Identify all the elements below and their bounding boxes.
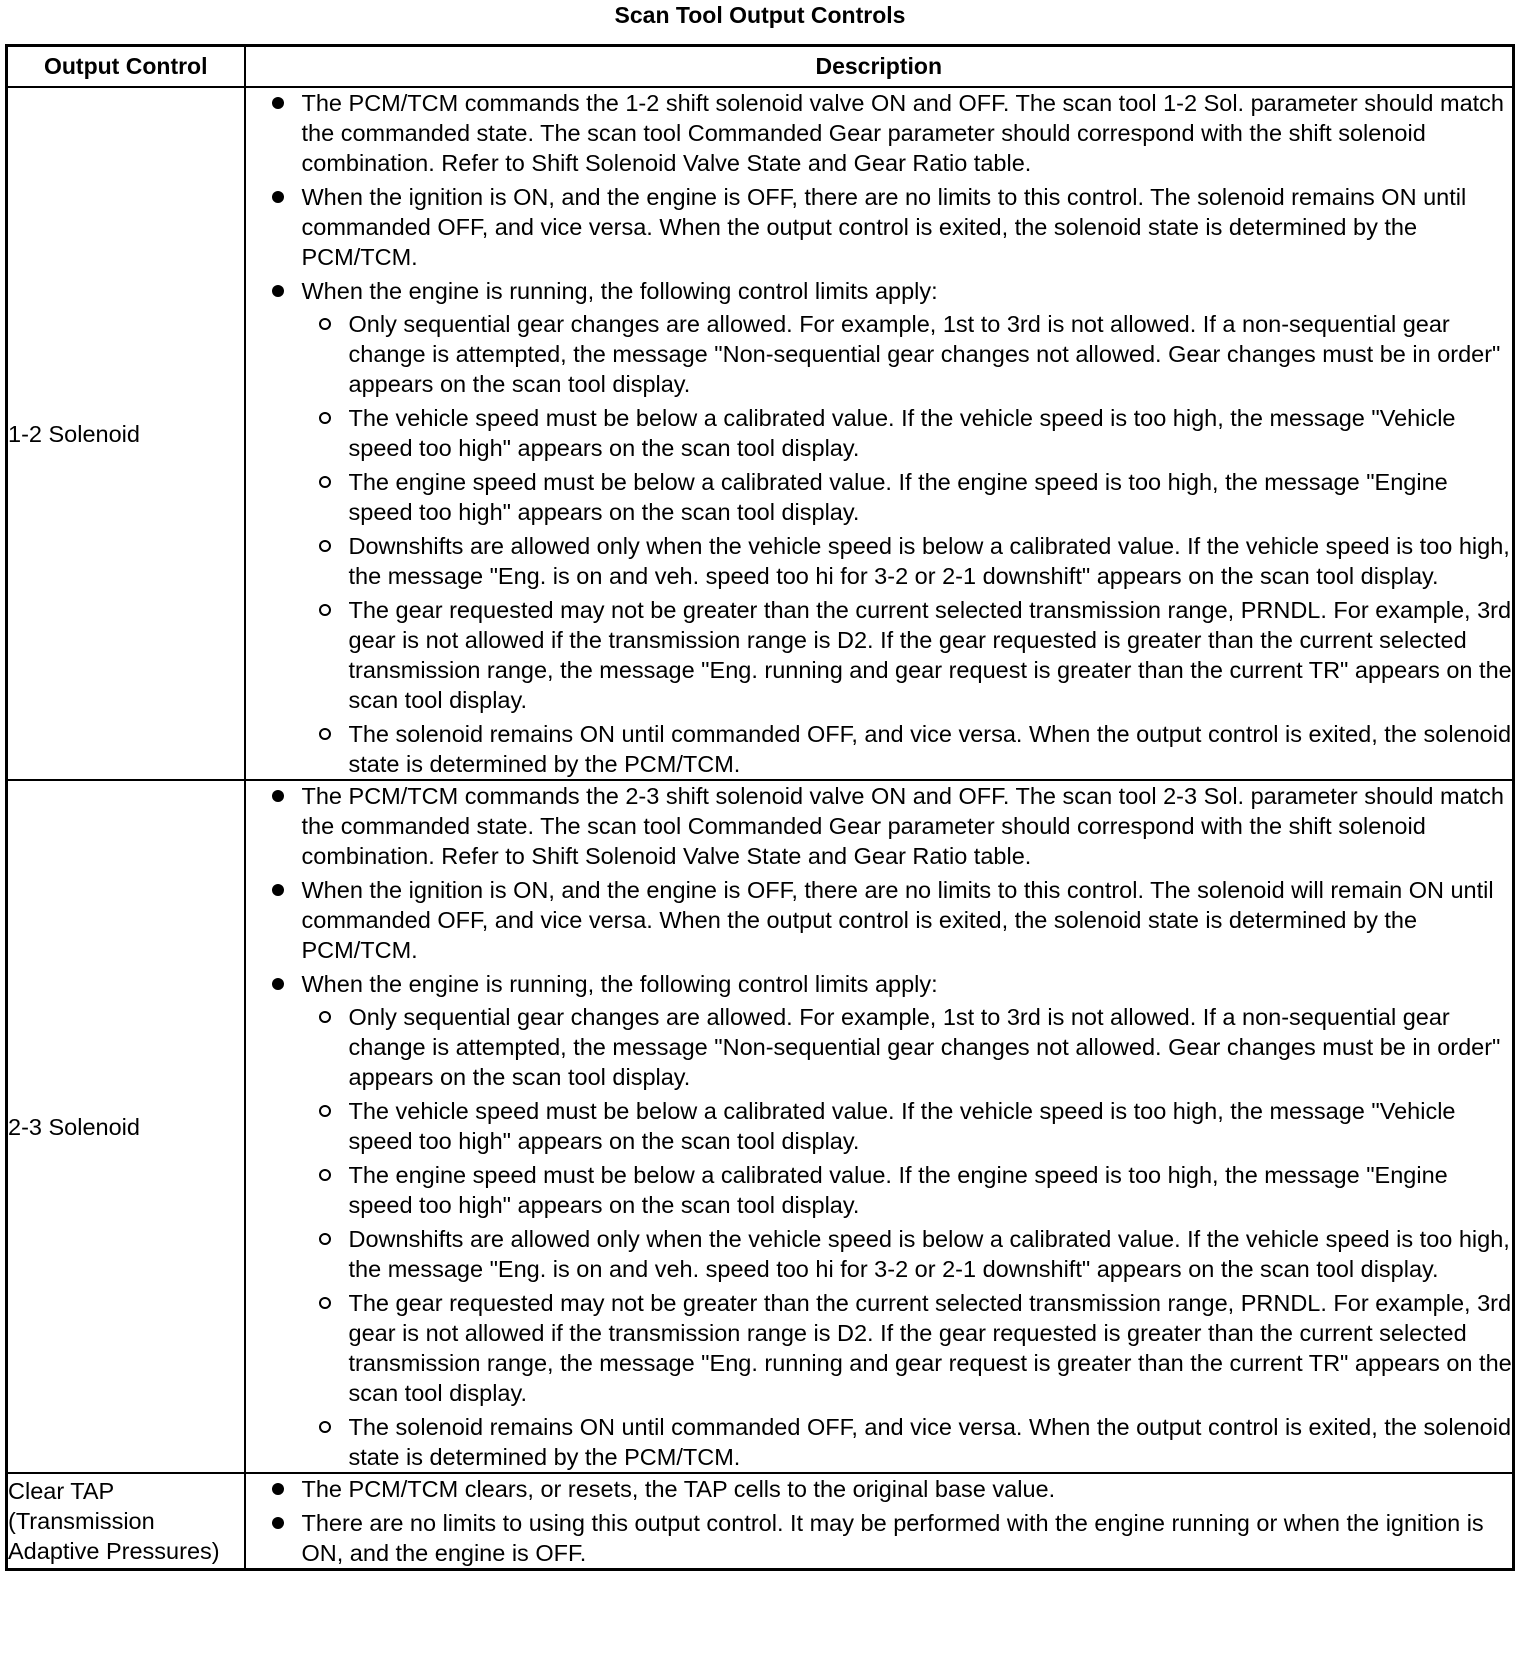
- output-control-name: 2-3 Solenoid: [7, 780, 245, 1473]
- bullet-text: When the ignition is ON, and the engine is OFF, there are no limits to this control. The solenoid remains ON until commanded OFF, and vice versa. When the output control is exited, the solenoid state is determined by the PCM/TCM.: [301, 184, 1467, 270]
- bullet-item: [246, 88, 1513, 178]
- bullet-dot-icon: [272, 978, 284, 990]
- sub-bullet-text: The gear requested may not be greater than the current selected transmission range, PRNDL. For example, 3rd gear is not allowed if the transmission range is D2. If the gear requested is greater than the current selected transmission range, the message "Eng. running and gear request is greater than the current TR" appears on the scan tool display.: [348, 597, 1512, 713]
- sub-bullet-text: Downshifts are allowed only when the vehicle speed is below a calibrated value. If the vehicle speed is too high, the message "Eng. is on and veh. speed too hi for 3-2 or 2-1 downshift" appears on the scan tool display.: [348, 533, 1510, 589]
- table-row: [7, 87, 1514, 780]
- description-cell: [245, 87, 1514, 780]
- bullet-dot-icon: [272, 97, 284, 109]
- bullet-ring-icon: [319, 1011, 331, 1023]
- bullet-item: [246, 182, 1513, 272]
- sub-bullet-item: [299, 1002, 1513, 1092]
- sub-bullet-item: [299, 467, 1513, 527]
- bullet-item: [246, 1508, 1513, 1568]
- bullet-text: The PCM/TCM commands the 1-2 shift solenoid valve ON and OFF. The scan tool 1-2 Sol. parameter should match the commanded state. The scan tool Commanded Gear parameter should correspond with the shift solenoid combination. Refer to Shift Solenoid Valve State and Gear Ratio table.: [301, 90, 1505, 176]
- bullet-ring-icon: [319, 1105, 331, 1117]
- bullet-ring-icon: [319, 604, 331, 616]
- description-cell: [245, 1473, 1514, 1570]
- bullet-list: [246, 1474, 1513, 1568]
- header-description: Description: [245, 46, 1514, 88]
- bullet-text: The PCM/TCM clears, or resets, the TAP cells to the original base value.: [301, 1476, 1056, 1502]
- output-control-name: 1-2 Solenoid: [7, 87, 245, 780]
- sub-bullet-list: [302, 1002, 1513, 1472]
- output-control-name: Clear TAP (Transmission Adaptive Pressures): [7, 1473, 245, 1570]
- sub-bullet-list: [302, 309, 1513, 779]
- bullet-dot-icon: [272, 1517, 284, 1529]
- bullet-text: When the ignition is ON, and the engine is OFF, there are no limits to this control. The solenoid will remain ON until commanded OFF, and vice versa. When the output control is exited, the solenoid state is determined by the PCM/TCM.: [301, 877, 1494, 963]
- bullet-ring-icon: [319, 540, 331, 552]
- sub-bullet-item: [299, 1224, 1513, 1284]
- bullet-dot-icon: [272, 1483, 284, 1495]
- bullet-dot-icon: [272, 790, 284, 802]
- sub-bullet-item: [299, 403, 1513, 463]
- bullet-ring-icon: [319, 476, 331, 488]
- bullet-dot-icon: [272, 191, 284, 203]
- sub-bullet-item: [299, 531, 1513, 591]
- sub-bullet-item: [299, 1412, 1513, 1472]
- sub-bullet-text: The vehicle speed must be below a calibrated value. If the vehicle speed is too high, the message "Vehicle speed too high" appears on the scan tool display.: [348, 405, 1456, 461]
- sub-bullet-item: [299, 719, 1513, 779]
- sub-bullet-text: Only sequential gear changes are allowed. For example, 1st to 3rd is not allowed. If a non-sequential gear change is attempted, the message "Non-sequential gear changes not allowed. Gear changes must be in order" appears on the scan tool display.: [348, 1004, 1501, 1090]
- sub-bullet-text: Downshifts are allowed only when the vehicle speed is below a calibrated value. If the vehicle speed is too high, the message "Eng. is on and veh. speed too hi for 3-2 or 2-1 downshift" appears on the scan tool display.: [348, 1226, 1510, 1282]
- sub-bullet-text: The engine speed must be below a calibrated value. If the engine speed is too high, the message "Engine speed too high" appears on the scan tool display.: [348, 469, 1448, 525]
- description-cell: [245, 780, 1514, 1473]
- header-output-control: Output Control: [7, 46, 245, 88]
- sub-bullet-item: [299, 1288, 1513, 1408]
- sub-bullet-item: [299, 1096, 1513, 1156]
- sub-bullet-text: Only sequential gear changes are allowed. For example, 1st to 3rd is not allowed. If a non-sequential gear change is attempted, the message "Non-sequential gear changes not allowed. Gear changes must be in order" appears on the scan tool display.: [348, 311, 1501, 397]
- bullet-item: [246, 875, 1513, 965]
- bullet-item: [246, 781, 1513, 871]
- sub-bullet-text: The vehicle speed must be below a calibrated value. If the vehicle speed is too high, the message "Vehicle speed too high" appears on the scan tool display.: [348, 1098, 1456, 1154]
- bullet-list: [246, 88, 1513, 779]
- sub-bullet-item: [299, 1160, 1513, 1220]
- bullet-text: There are no limits to using this output control. It may be performed with the engine running or when the ignition is ON, and the engine is OFF.: [301, 1510, 1484, 1566]
- header-row: [7, 46, 1514, 88]
- bullet-dot-icon: [272, 884, 284, 896]
- bullet-dot-icon: [272, 285, 284, 297]
- bullet-ring-icon: [319, 1169, 331, 1181]
- sub-bullet-item: [299, 309, 1513, 399]
- bullet-text: The PCM/TCM commands the 2-3 shift solenoid valve ON and OFF. The scan tool 2-3 Sol. parameter should match the commanded state. The scan tool Commanded Gear parameter should correspond with the shift solenoid combination. Refer to Shift Solenoid Valve State and Gear Ratio table.: [301, 783, 1505, 869]
- sub-bullet-item: [299, 595, 1513, 715]
- bullet-item: [246, 276, 1513, 779]
- bullet-text: When the engine is running, the following control limits apply:: [301, 971, 938, 997]
- sub-bullet-text: The gear requested may not be greater than the current selected transmission range, PRNDL. For example, 3rd gear is not allowed if the transmission range is D2. If the gear requested is greater than the current selected transmission range, the message "Eng. running and gear request is greater than the current TR" appears on the scan tool display.: [348, 1290, 1512, 1406]
- table-title: Scan Tool Output Controls: [614, 2, 906, 28]
- bullet-text: When the engine is running, the following control limits apply:: [301, 278, 938, 304]
- bullet-list: [246, 781, 1513, 1472]
- bullet-item: [246, 969, 1513, 1472]
- sub-bullet-text: The engine speed must be below a calibrated value. If the engine speed is too high, the message "Engine speed too high" appears on the scan tool display.: [348, 1162, 1448, 1218]
- bullet-ring-icon: [319, 318, 331, 330]
- bullet-ring-icon: [319, 1297, 331, 1309]
- bullet-ring-icon: [319, 728, 331, 740]
- sub-bullet-text: The solenoid remains ON until commanded OFF, and vice versa. When the output control is exited, the solenoid state is determined by the PCM/TCM.: [348, 721, 1512, 777]
- table-row: [7, 780, 1514, 1473]
- table-row: [7, 1473, 1514, 1570]
- bullet-ring-icon: [319, 1421, 331, 1433]
- sub-bullet-text: The solenoid remains ON until commanded OFF, and vice versa. When the output control is exited, the solenoid state is determined by the PCM/TCM.: [348, 1414, 1512, 1470]
- output-controls-table: [5, 44, 1515, 1571]
- bullet-ring-icon: [319, 1233, 331, 1245]
- bullet-item: [246, 1474, 1513, 1504]
- bullet-ring-icon: [319, 412, 331, 424]
